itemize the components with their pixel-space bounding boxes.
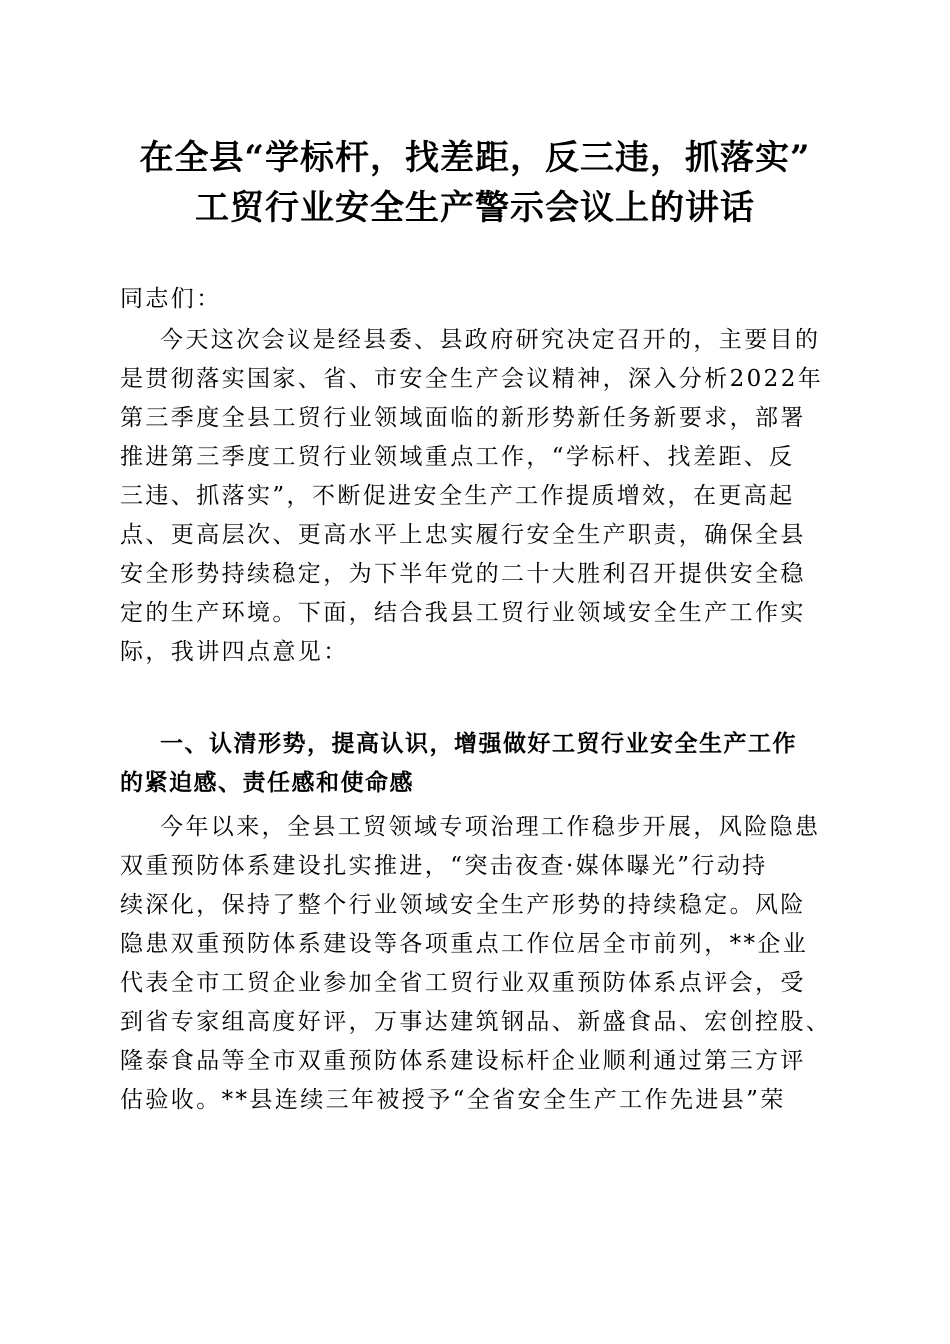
section-heading-line: 一、认清形势，提高认识，增强做好工贸行业安全生产工作 <box>160 731 797 757</box>
paragraph-line: 今年以来，全县工贸领域专项治理工作稳步开展，风险隐患 <box>160 814 821 840</box>
paragraph-line: 到省专家组高度好评，万事达建筑钢品、新盛食品、宏创控股、 <box>120 1009 832 1035</box>
paragraph-2 <box>120 808 840 1120</box>
document-title-line-2: 工贸行业安全生产警示会议上的讲话 <box>195 188 755 228</box>
paragraph-line: 代表全市工贸企业参加全省工贸行业双重预防体系点评会，受 <box>120 970 806 996</box>
paragraph-line: 点、更高层次、更高水平上忠实履行安全生产职责，确保全县 <box>120 522 806 548</box>
document-title-line-1: 在全县“学标杆，找差距，反三违，抓落实” <box>139 138 811 178</box>
paragraph-line: 估验收。**县连续三年被授予“全省安全生产工作先进县”荣 <box>120 1087 786 1113</box>
paragraph-1 <box>120 321 840 672</box>
section-heading-1 <box>120 725 840 803</box>
paragraph-line: 隐患双重预防体系建设等各项重点工作位居全市前列，**企业 <box>120 931 809 957</box>
salutation: 同志们： <box>120 286 222 312</box>
paragraph-line: 双重预防体系建设扎实推进，“突击夜查·媒体曝光”行动持 <box>120 853 768 879</box>
paragraph-line: 推进第三季度工贸行业领域重点工作，“学标杆、找差距、反 <box>120 444 795 470</box>
paragraph-line: 是贯彻落实国家、省、市安全生产会议精神，深入分析2022年 <box>120 366 824 392</box>
paragraph-line: 隆泰食品等全市双重预防体系建设标杆企业顺利通过第三方评 <box>120 1048 806 1074</box>
paragraph-line: 际，我讲四点意见： <box>120 639 349 665</box>
paragraph-line: 第三季度全县工贸行业领域面临的新形势新任务新要求，部署 <box>120 405 806 431</box>
paragraph-line: 续深化，保持了整个行业领域安全生产形势的持续稳定。风险 <box>120 892 806 918</box>
paragraph-line: 今天这次会议是经县委、县政府研究决定召开的，主要目的 <box>160 327 821 353</box>
paragraph-line: 安全形势持续稳定，为下半年党的二十大胜利召开提供安全稳 <box>120 561 806 587</box>
paragraph-line: 三违、抓落实”，不断促进安全生产工作提质增效，在更高起 <box>120 483 795 509</box>
paragraph-line: 定的生产环境。下面，结合我县工贸行业领域安全生产工作实 <box>120 600 806 626</box>
section-heading-line: 的紧迫感、责任感和使命感 <box>120 770 414 796</box>
